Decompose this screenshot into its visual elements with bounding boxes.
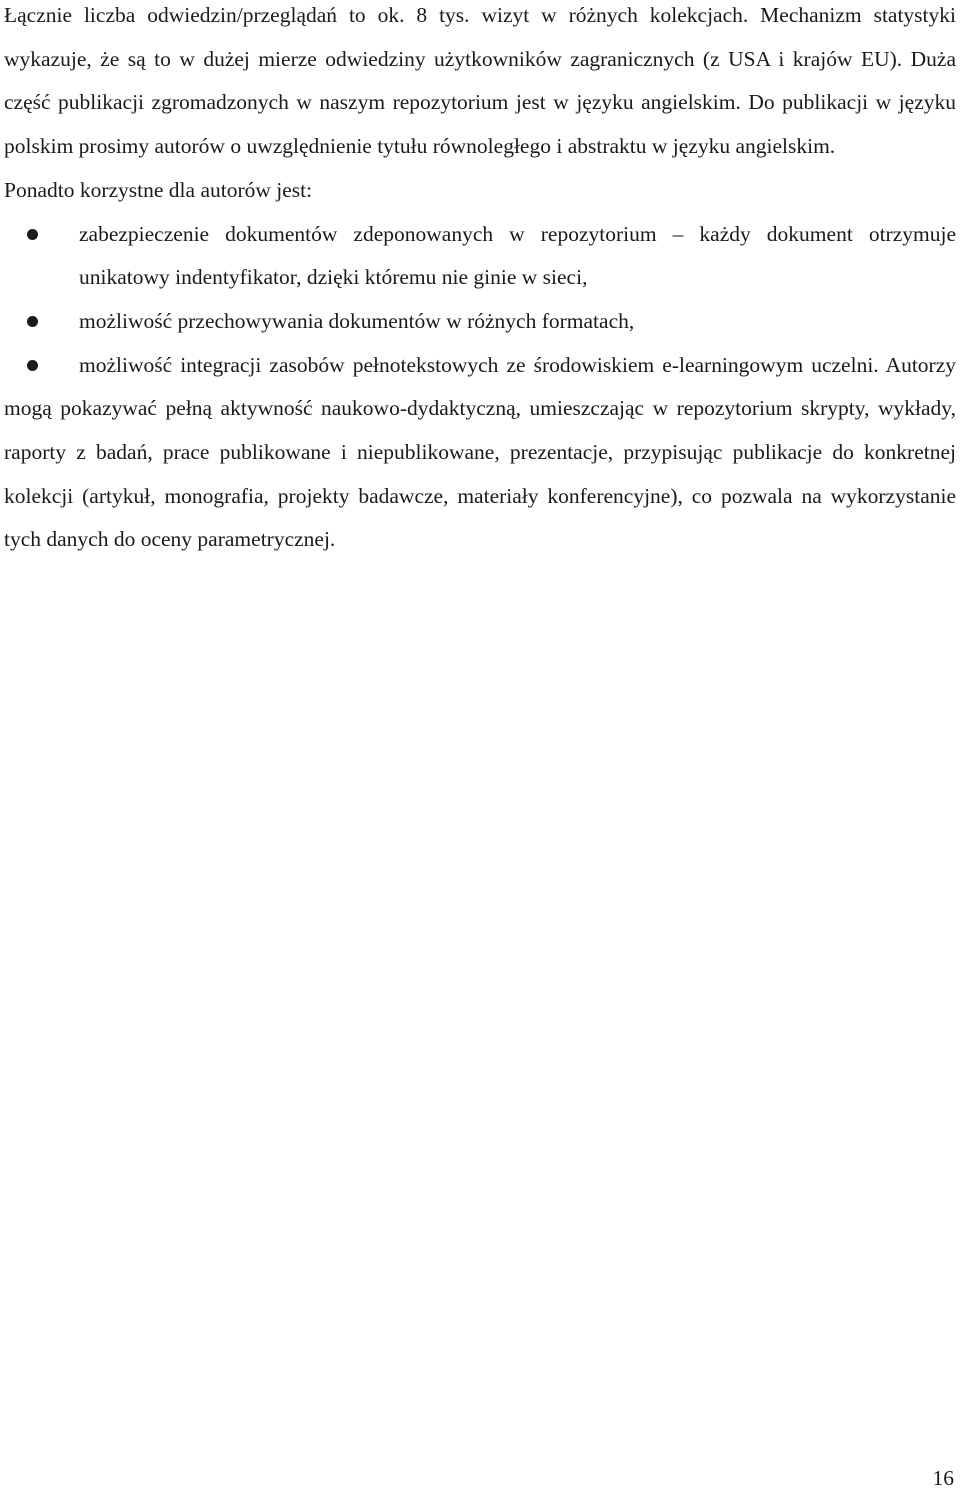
list-item-text: możliwość integracji zasobów pełnotekstowych ze środowiskiem e-learningowym uczelni. [79, 352, 886, 377]
paragraph-benefits-intro: Ponadto korzystne dla autorów jest: [4, 177, 313, 202]
list-item-text: możliwość przechowywania dokumentów w różnych formatach, [79, 308, 635, 333]
bullet-icon [27, 360, 38, 371]
page-number: 16 [932, 1466, 954, 1490]
bullet-icon [27, 229, 38, 240]
paragraph-authors-continuation: Autorzy mogą pokazywać pełną aktywność naukowo-dydaktyczną, umieszczając w repozytorium skrypty, wykłady, raporty z badań, prace publikowane i niepublikowane, prezentacje, przypisując publikacje do konkretnej kolekcji (artykuł, monografia, projekty badawcze, materiały konferencyjne), co pozwala na wykorzystanie tych danych do oceny parametrycznej. [4, 352, 956, 552]
list-item-text: zabezpieczenie dokumentów zdeponowanych w repozytorium – każdy dokument otrzymuje unikatowy indentyfikator, dzięki któremu nie ginie w sieci, [79, 221, 956, 290]
paragraph-statistics: Łącznie liczba odwiedzin/przeglądań to ok. 8 tys. wizyt w różnych kolekcjach. Mechanizm statystyki wykazuje, że są to w dużej mierze odwiedziny użytkowników zagranicznych (z USA i krajów EU). Duża część publikacji zgromadzonych w naszym repozytorium jest w języku angielskim. Do publikacji w języku polskim prosimy autorów o uwzględnienie tytułu równoległego i abstraktu w języku angielskim. [4, 3, 956, 159]
page-body [4, 0, 956, 562]
bullet-icon [27, 316, 38, 327]
list-item [4, 300, 956, 344]
benefits-list [4, 213, 956, 563]
list-item [4, 344, 956, 563]
list-item [4, 213, 956, 300]
